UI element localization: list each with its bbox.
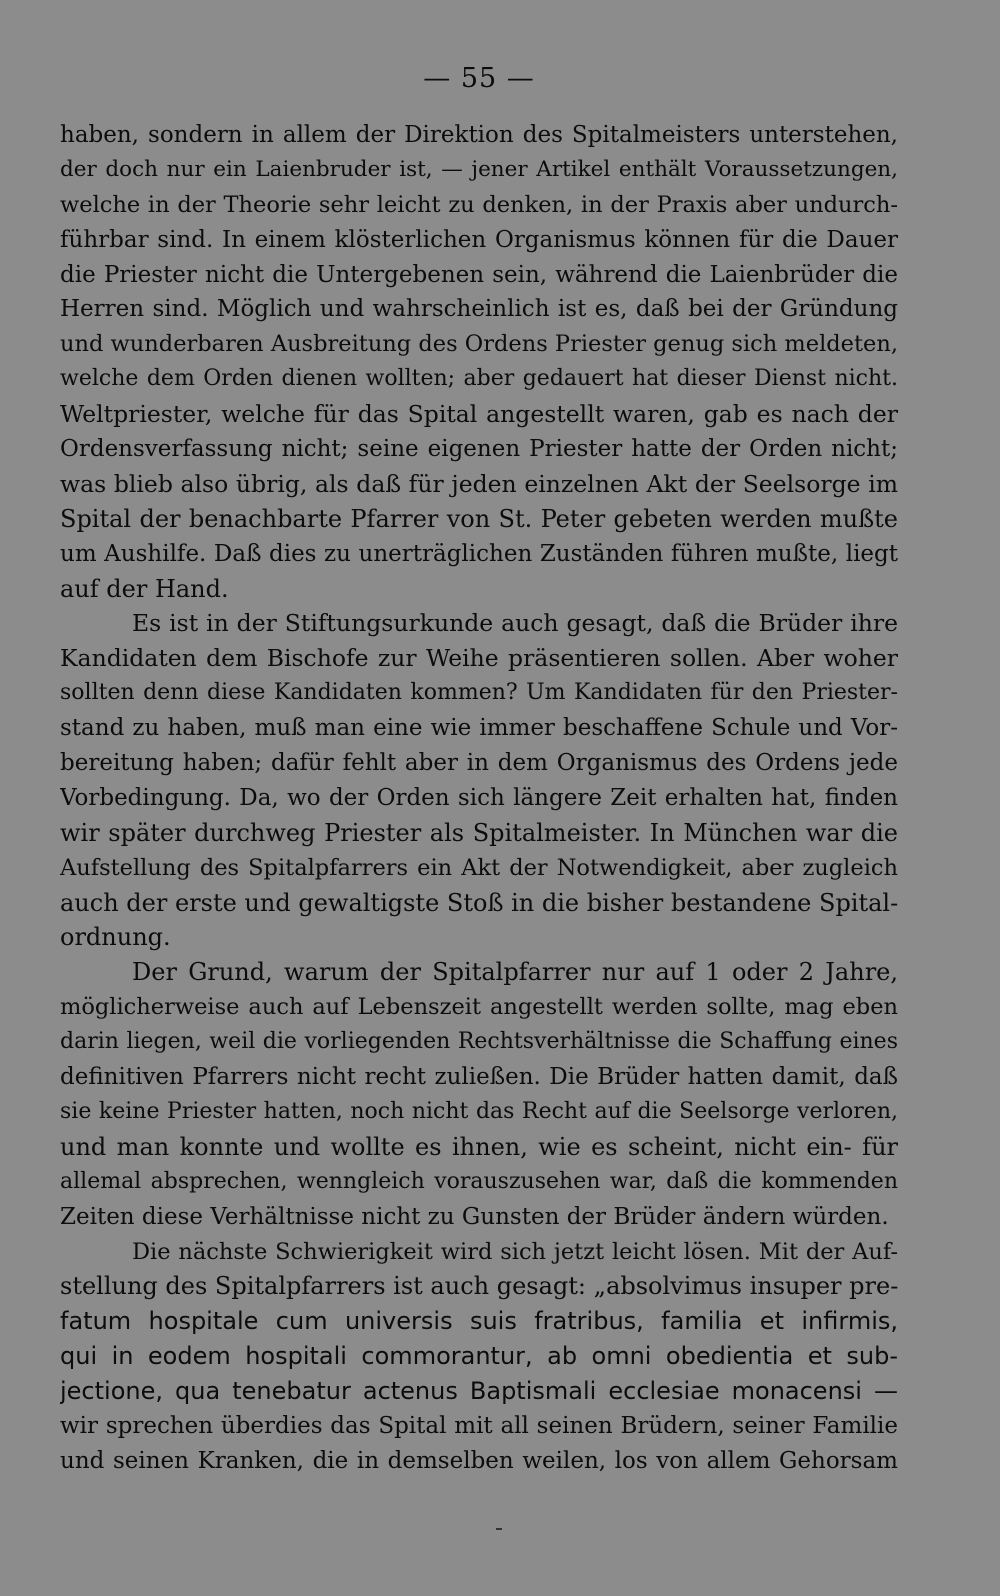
text-line: auch der erste und gewaltigste Stoß in die bisher bestandene Spital-: [60, 888, 898, 917]
text-line: die Priester nicht die Untergebenen sein, während die Laienbrüder die: [60, 261, 898, 288]
text-line: und man konnte und wollte es ihnen, wie es scheint, nicht ein- für: [60, 1132, 898, 1161]
text-line: wir später durchweg Priester als Spitalmeister. In München war die: [60, 818, 898, 847]
text-line: Kandidaten dem Bischofe zur Weihe präsentieren sollen. Aber woher: [60, 644, 898, 673]
text-line: fatum hospitale cum universis suis fratribus, familia et infirmis,: [60, 1307, 898, 1336]
text-line: wir sprechen überdies das Spital mit all seinen Brüdern, seiner Familie: [60, 1412, 898, 1439]
text-line: und seinen Kranken, die in demselben weilen, los von allem Gehorsam: [60, 1447, 898, 1474]
text-line: darin liegen, weil die vorliegenden Rechtsverhältnisse die Schaffung eines: [60, 1029, 898, 1055]
text-line: bereitung haben; dafür fehlt aber in dem Organismus des Ordens jede: [60, 750, 898, 777]
text-line: führbar sind. In einem klösterlichen Organismus können für die Dauer: [60, 226, 898, 253]
text-body: [60, 118, 898, 1479]
text-line: Spital der benachbarte Pfarrer von St. Peter gebeten werden mußte: [60, 504, 898, 533]
text-line: qui in eodem hospitali commorantur, ab omni obedientia et sub-: [60, 1342, 898, 1371]
text-line: um Aushilfe. Daß dies zu unerträglichen Zuständen führen mußte, liegt: [60, 540, 898, 567]
text-line: Der Grund, warum der Spitalpfarrer nur auf 1 oder 2 Jahre,: [132, 958, 898, 987]
text-line: Weltpriester, welche für das Spital angestellt waren, gab es nach der: [60, 400, 898, 429]
text-line: möglicherweise auch auf Lebenszeit angestellt werden sollte, mag eben: [60, 994, 898, 1021]
print-speck: [496, 1528, 502, 1530]
text-line: Es ist in der Stiftungsurkunde auch gesagt, daß die Brüder ihre: [132, 609, 898, 638]
text-line: stand zu haben, muß man eine wie immer beschaffene Schule und Vor-: [60, 715, 898, 742]
text-line: sollten denn diese Kandidaten kommen? Um Kandidaten für den Priester-: [60, 680, 898, 706]
text-line: sie keine Priester hatten, noch nicht das Recht auf die Seelsorge verloren,: [60, 1098, 898, 1124]
text-line: Zeiten diese Verhältnisse nicht zu Gunsten der Brüder ändern würden.: [60, 1203, 889, 1230]
text-line: welche dem Orden dienen wollten; aber gedauert hat dieser Dienst nicht.: [60, 366, 898, 392]
text-line: allemal absprechen, wenngleich vorauszusehen war, daß die kommenden: [60, 1168, 898, 1194]
text-line: stellung des Spitalpfarrers ist auch gesagt: „absolvimus insuper pre-: [60, 1272, 898, 1301]
text-line: und wunderbaren Ausbreitung des Ordens Priester genug sich meldeten,: [60, 331, 898, 358]
text-line: der doch nur ein Laienbruder ist, — jener Artikel enthält Voraussetzungen,: [60, 156, 898, 182]
text-line: auf der Hand.: [60, 574, 229, 603]
text-line: was blieb also übrig, als daß für jeden einzelnen Akt der Seelsorge im: [60, 469, 898, 498]
text-line: Die nächste Schwierigkeit wird sich jetzt leicht lösen. Mit der Auf-: [132, 1238, 898, 1265]
text-line: haben, sondern in allem der Direktion des Spitalmeisters unterstehen,: [60, 122, 898, 148]
text-line: Vorbedingung. Da, wo der Orden sich längere Zeit erhalten hat, finden: [60, 784, 898, 811]
page-number: — 55 —: [423, 63, 535, 94]
text-line: jectione, qua tenebatur actenus Baptismali ecclesiae monacensi —: [60, 1377, 898, 1406]
text-line: welche in der Theorie sehr leicht zu denken, in der Praxis aber undurch-: [60, 191, 898, 218]
text-line: ordnung.: [60, 923, 171, 952]
text-line: Ordensverfassung nicht; seine eigenen Priester hatte der Orden nicht;: [60, 436, 898, 463]
text-line: definitiven Pfarrers nicht recht zuließen. Die Brüder hatten damit, daß: [60, 1064, 898, 1091]
text-line: Herren sind. Möglich und wahrscheinlich ist es, daß bei der Gründung: [60, 296, 898, 323]
text-line: Aufstellung des Spitalpfarrers ein Akt der Notwendigkeit, aber zugleich: [60, 854, 898, 881]
